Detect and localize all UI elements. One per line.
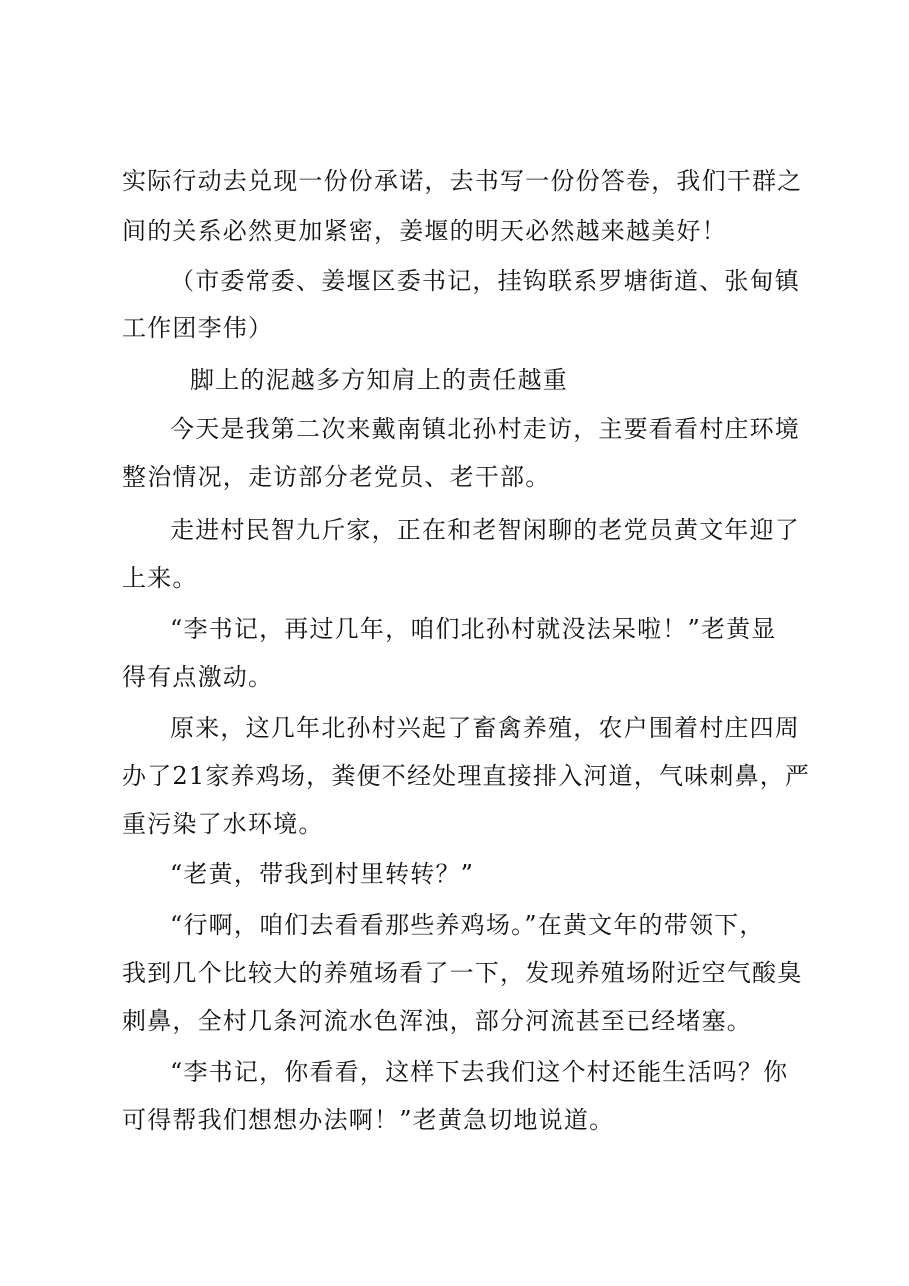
text-line: 上来。 [122, 564, 198, 592]
text-line: 我到几个比较大的养殖场看了一下，发现养殖场附近空气酸臭 [122, 959, 803, 987]
text-line: 办了21家养鸡场，粪便不经处理直接排入河道，气味刺鼻，严 [122, 762, 811, 790]
author-note-line: 工作团李伟） [122, 314, 274, 342]
text-line: “行啊，咱们去看看那些养鸡场。”在黄文年的带领下， [170, 911, 765, 939]
text-line: 刺鼻，全村几条河流水色浑浊，部分河流甚至已经堵塞。 [122, 1007, 752, 1035]
author-note-line: （市委常委、姜堰区委书记，挂钩联系罗塘街道、张甸镇 [170, 267, 800, 295]
text-line: “老黄，带我到村里转转？” [170, 860, 475, 888]
text-line: 今天是我第二次来戴南镇北孙村走访，主要看看村庄环境 [170, 415, 800, 443]
text-line: 重污染了水环境。 [122, 810, 324, 838]
section-title: 脚上的泥越多方知肩上的责任越重 [190, 366, 568, 394]
text-line: 间的关系必然更加紧密，姜堰的明天必然越来越美好！ [122, 217, 727, 245]
text-line: 整治情况，走访部分老党员、老干部。 [122, 463, 551, 491]
text-line: 实际行动去兑现一份份承诺，去书写一份份答卷，我们干群之 [122, 167, 803, 195]
text-line: “李书记，你看看，这样下去我们这个村还能生活吗？你 [170, 1058, 789, 1086]
text-line: 可得帮我们想想办法啊！”老黄急切地说道。 [122, 1106, 615, 1134]
text-line: 得有点激动。 [122, 663, 274, 691]
text-line: 走进村民智九斤家，正在和老智闲聊的老党员黄文年迎了 [170, 516, 800, 544]
text-line: “李书记，再过几年，咱们北孙村就没法呆啦！”老黄显 [170, 615, 777, 643]
text-line: 原来，这几年北孙村兴起了畜禽养殖，农户围着村庄四周 [170, 714, 800, 742]
